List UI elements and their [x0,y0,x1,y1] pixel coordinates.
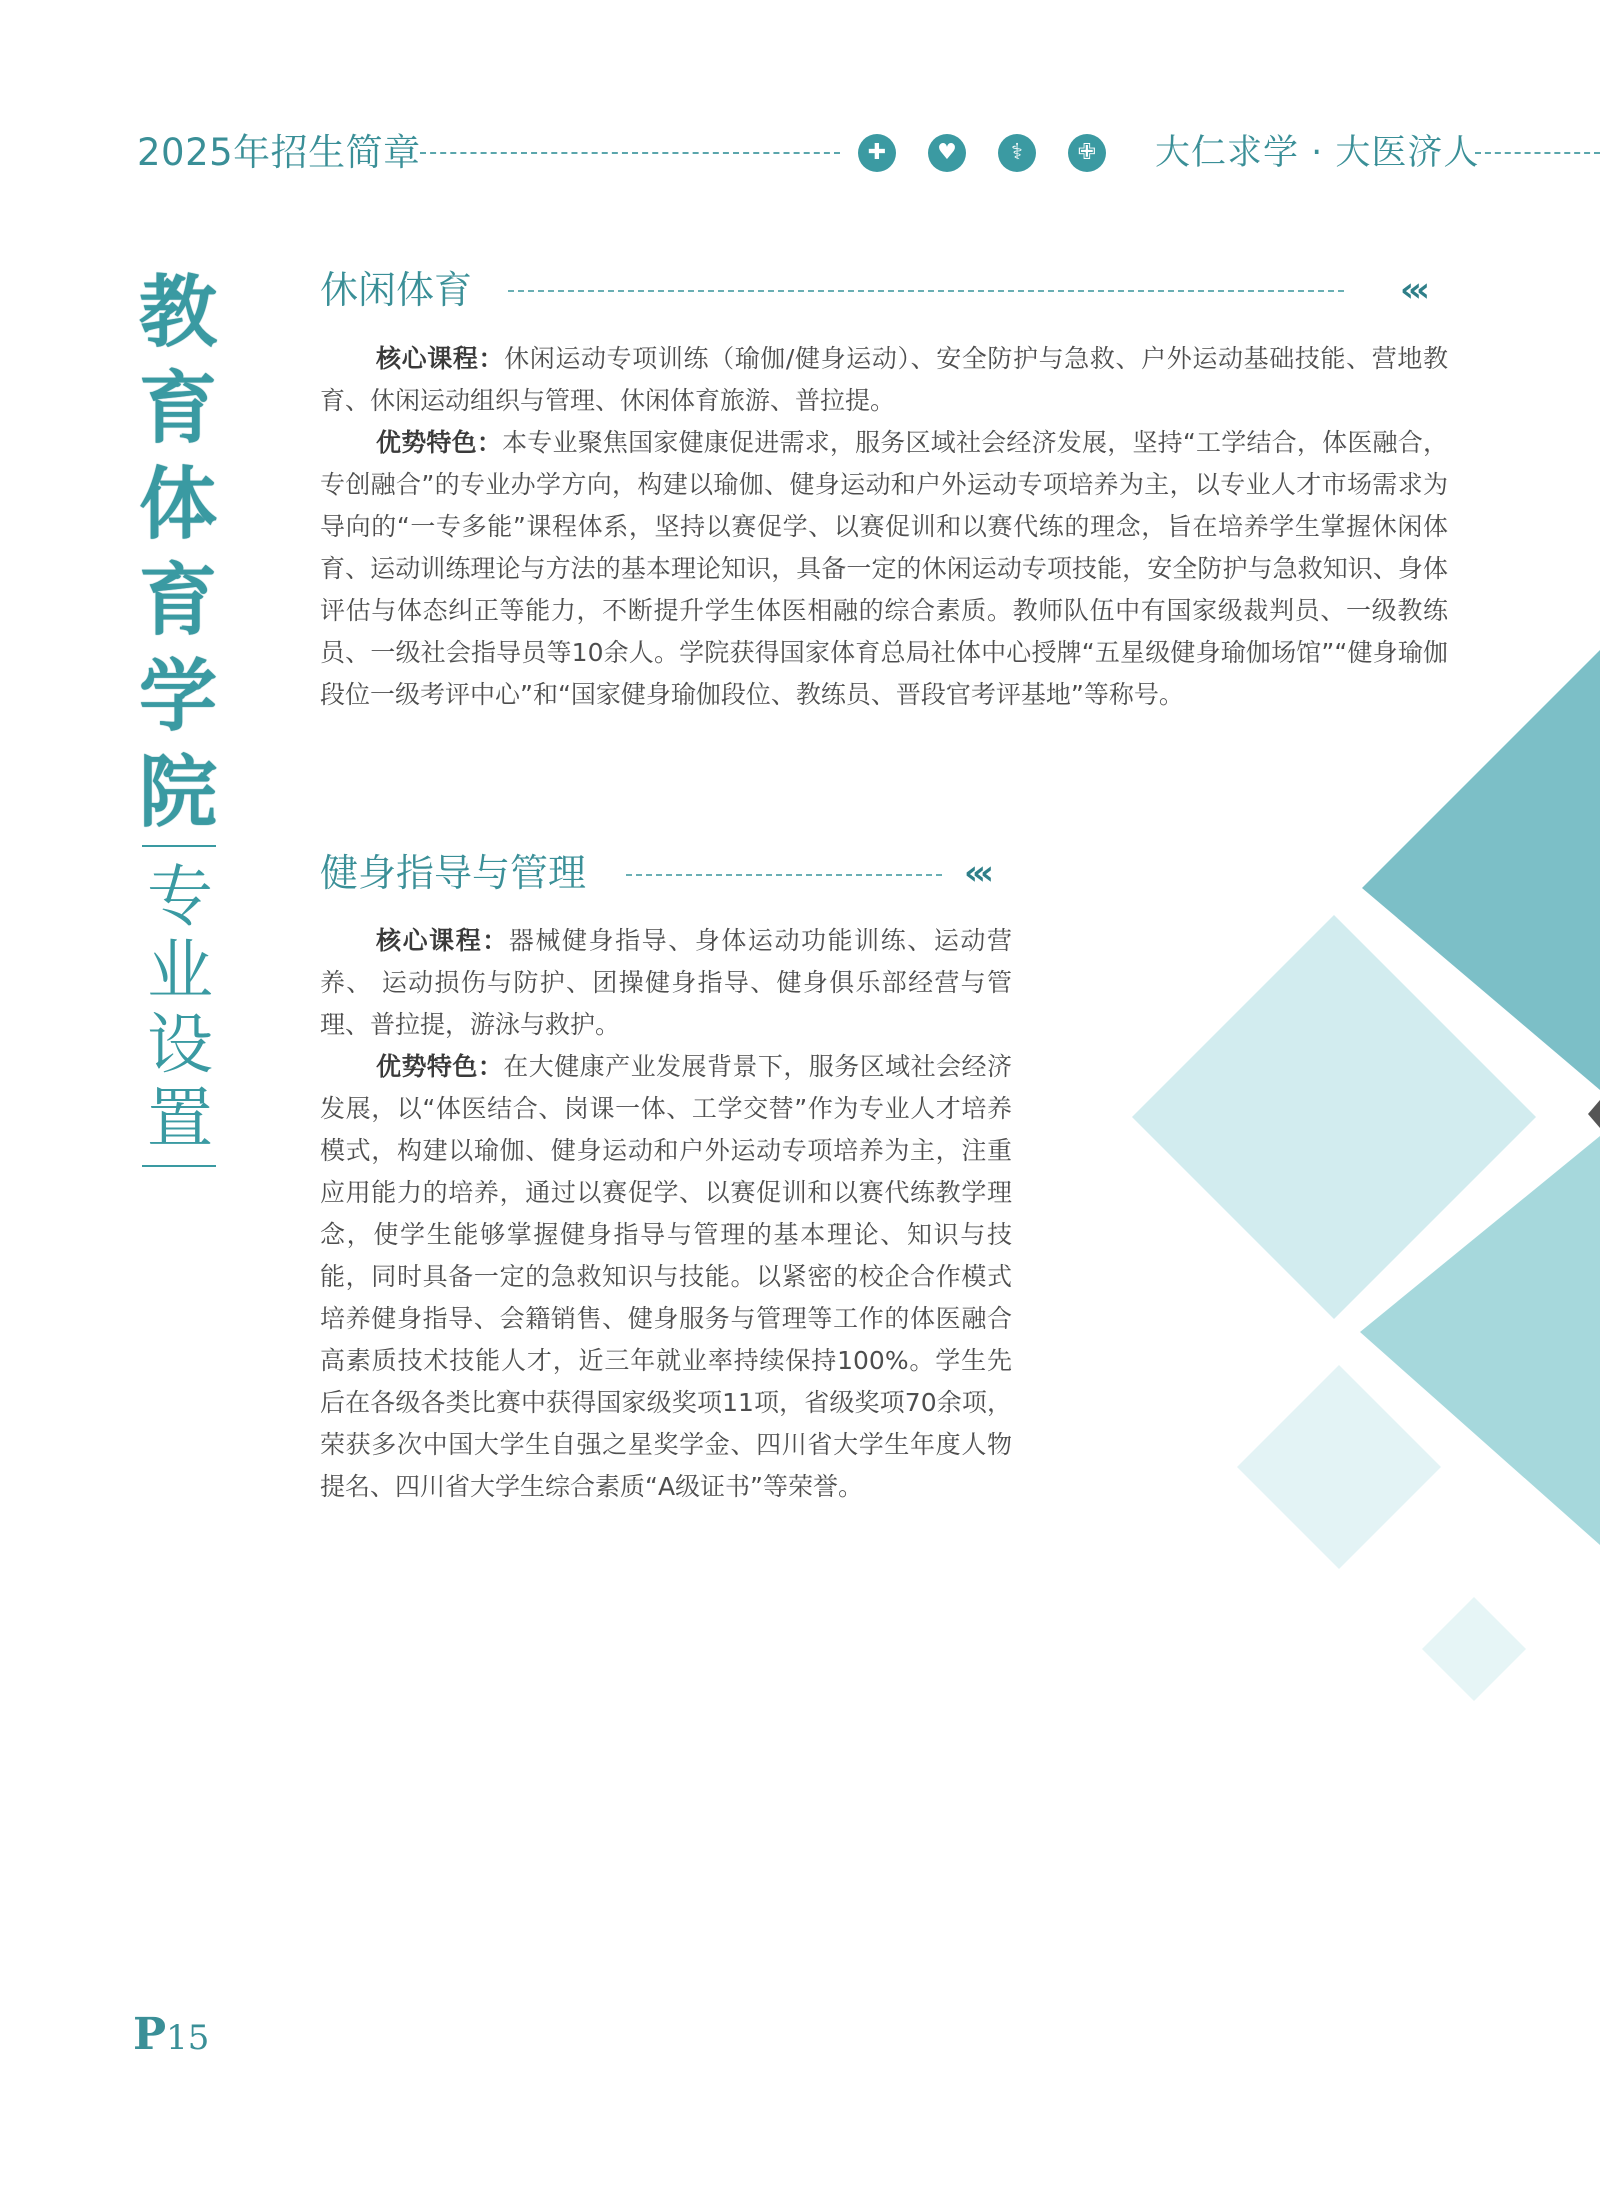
core-courses-paragraph [320,338,1448,422]
diamond-tiny [1422,1597,1526,1701]
section-title-leisure-sports: 休闲体育 [320,268,473,312]
advantages-text: 在大健康产业发展背景下，服务区域社会经济发展，以“体医结合、岗课一体、工学交替”作为专业人才培养模式，构建以瑜伽、健身运动和户外运动专项培养为主，注重应用能力的培养，通过以赛促学、以赛促训和以赛代练教学理念，使学生能够掌握健身指导与管理的基本理论、知识与技能，同时具备一定的急救知识与技能。以紧密的校企合作模式培养健身指导、会籍销售、健身服务与管理等工作的体医融合高素质技术技能人才，近三年就业率持续保持100%。学生先后在各级各类比赛中获得国家级奖项11项，省级奖项70余项，荣获多次中国大学生自强之星奖学金、四川省大学生年度人物提名、四川省大学生综合素质“A级证书”等荣誉。 [320,1052,1012,1501]
core-courses-label: 核心课程： [376,344,505,373]
page-number [133,2010,209,2069]
advantages-paragraph [320,1046,1012,1508]
subtitle-char: 业 [147,932,213,1009]
page-number-prefix: P [133,2009,167,2060]
core-courses-label: 核心课程： [376,926,509,955]
advantages-label: 优势特色： [376,1052,504,1081]
advantages-label: 优势特色： [376,428,503,457]
subtitle-rule-bottom [142,1165,216,1167]
section-divider [508,290,1344,292]
stethoscope-icon: ✚ [858,134,896,172]
header-slogan: 大仁求学 · 大医济人 [1155,133,1480,173]
header-divider-left [420,152,840,154]
core-courses-paragraph [320,920,1012,1046]
college-name-char: 学 [138,651,217,742]
subtitle-char: 设 [147,1006,213,1083]
subtitle-char: 置 [147,1080,213,1157]
college-name-vertical [128,265,228,841]
subtitle-char: 专 [147,858,213,935]
diamond-small [1237,1365,1441,1569]
heartbeat-icon: ♥ [928,134,966,172]
page-number-value: 15 [166,2018,210,2058]
college-name-char: 教 [138,267,217,358]
brochure-title: 2025年招生简章 [137,131,421,174]
core-courses-text: 器械健身指导、身体运动功能训练、运动营养、 运动损伤与防护、团操健身指导、健身俱乐部经营与管理、普拉提，游泳与救护。 [320,926,1012,1039]
advantages-text: 本专业聚焦国家健康促进需求，服务区域社会经济发展，坚持“工学结合，体医融合，专创融合”的专业办学方向，构建以瑜伽、健身运动和户外运动专项培养为主，以专业人才市场需求为导向的“一专多能”课程体系，坚持以赛促学、以赛促训和以赛代练的理念，旨在培养学生掌握休闲体育、运动训练理论与方法的基本理论知识，具备一定的休闲运动专项技能，安全防护与急救知识、身体评估与体态纠正等能力，不断提升学生体医相融的综合素质。教师队伍中有国家级裁判员、一级教练员、一级社会指导员等10余人。学院获得国家体育总局社体中心授牌“五星级健身瑜伽场馆”“健身瑜伽段位一级考评中心”和“国家健身瑜伽段位、教练员、晋段官考评基地”等称号。 [320,428,1448,709]
college-name-char: 体 [138,459,217,550]
section-divider [626,874,942,876]
medical-cross-icon: ✙ [1068,134,1106,172]
page-side-tab [1588,1100,1600,1128]
header-divider-right [1475,152,1600,154]
section-title-fitness-guidance: 健身指导与管理 [320,851,587,895]
chevrons-left-icon: ‹‹‹ [964,853,989,893]
college-name-char: 育 [138,555,217,646]
core-courses-text: 休闲运动专项训练（瑜伽/健身运动）、安全防护与急救、户外运动基础技能、营地教育、休闲运动组织与管理、休闲体育旅游、普拉提。 [320,344,1448,415]
subtitle-rule-top [142,845,216,847]
college-name-char: 育 [138,363,217,454]
advantages-paragraph [320,422,1448,716]
college-name-char: 院 [138,747,217,838]
section-subtitle-vertical [132,860,228,1156]
stethoscope-icon: ⚕ [998,134,1036,172]
chevrons-left-icon: ‹‹‹ [1400,270,1425,310]
